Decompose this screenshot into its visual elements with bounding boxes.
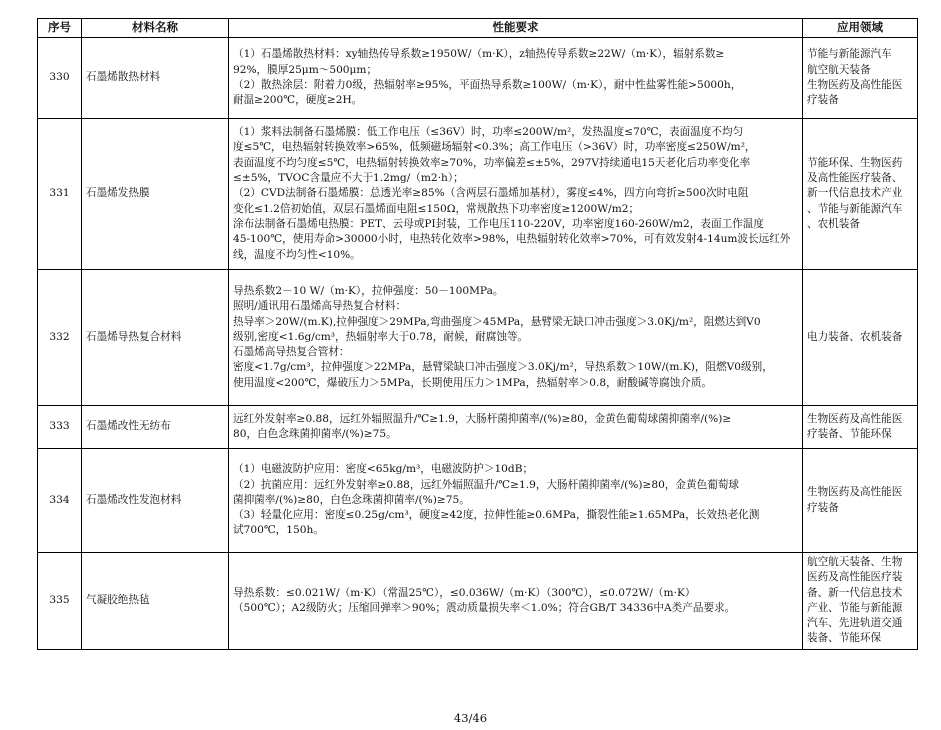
- requirement-line: （2）CVD法制备石墨烯膜：总透光率≥85%（含两层石墨烯加基材），雾度≤4%，四方向弯折≥500次时电阻: [233, 187, 749, 200]
- requirement-line: 导热系数：≤0.021W/（m·K）（常温25℃），≤0.036W/（m·K）（300℃），≤0.072W/（m·K）: [233, 586, 696, 599]
- application-field: [803, 38, 918, 119]
- requirement-line: （500℃）；A2级防火；压缩回弹率＞90%；震动质量损失率＜1.0%；符合GB/T 34336中A类产品要求。: [233, 601, 736, 614]
- table-row: [38, 406, 918, 449]
- header-application: 应用领域: [803, 19, 918, 38]
- requirement-line: （1）电磁波防护应用：密度<65kg/m³，电磁波防护＞10dB；: [233, 463, 534, 476]
- application-line: 、农机装备: [807, 217, 860, 230]
- application-line: 电力装备、农机装备: [807, 330, 903, 343]
- material-name: 石墨烯改性无纺布: [82, 406, 229, 449]
- requirement-line: 石墨烯高导热复合管材：: [233, 346, 350, 359]
- requirement-line: （2）散热涂层：附着力0级，热辐射率≥95%，平面热导系数≥100W/（m·K），耐中性盐雾性能>5000h，: [233, 79, 742, 91]
- row-number: 332: [38, 270, 82, 406]
- performance-requirements: [229, 119, 803, 270]
- application-line: 汽车、先进轨道交通: [807, 617, 903, 630]
- application-line: 疗装备: [807, 94, 839, 107]
- requirement-line: 远红外发射率≥0.88，远红外辐照温升/℃≥1.9，大肠杆菌抑菌率/(%)≥80，金黄色葡萄球菌抑菌率/(%)≥: [233, 412, 732, 425]
- requirement-line: （1）浆料法制备石墨烯膜：低工作电压（≤36V）时，功率≤200W/m²，发热温度≤70℃，表面温度不均匀: [233, 126, 744, 139]
- application-line: 医药及高性能医疗装: [807, 571, 903, 584]
- row-number: 335: [38, 553, 82, 650]
- requirement-line: 密度<1.7g/cm³，拉伸强度＞22MPa，悬臂梁缺口冲击强度＞3.0Kj/m²，导热系数＞10W/(m.K)，阻燃V0级别，: [233, 361, 773, 374]
- performance-requirements: [229, 38, 803, 119]
- requirement-line: 菌抑菌率/(%)≥80，白色念珠菌抑菌率/(%)≥75。: [233, 493, 470, 506]
- application-line: 备、新一代信息技术: [807, 586, 903, 599]
- requirement-line: 热导率＞20W/(m.K),拉伸强度＞29MPa,弯曲强度＞45MPa，悬臂梁无缺口冲击强度＞3.0Kj/m²，阻燃达到V0: [233, 315, 761, 328]
- header-material-name: 材料名称: [82, 19, 229, 38]
- table-row: [38, 553, 918, 650]
- application-field: [803, 119, 918, 270]
- application-line: 生物医药及高性能医: [807, 79, 903, 91]
- application-line: 装备、节能环保: [807, 632, 882, 645]
- row-number: 334: [38, 449, 82, 553]
- requirement-line: 耐温≥200℃，硬度≥2H。: [233, 94, 363, 107]
- application-line: 节能环保、生物医药: [807, 156, 903, 169]
- material-name: 石墨烯改性发泡材料: [82, 449, 229, 553]
- application-line: 节能与新能源汽车: [807, 48, 892, 61]
- application-line: 疗装备: [807, 501, 839, 514]
- table-row: [38, 449, 918, 553]
- materials-table: [37, 18, 918, 650]
- material-name: 石墨烯导热复合材料: [82, 270, 229, 406]
- requirement-line: （3）轻量化应用：密度≤0.25g/cm³，硬度≥42度，拉伸性能≥0.6MPa，撕裂性能≥1.65MPa，长效热老化测: [233, 509, 760, 522]
- material-name: 石墨烯散热材料: [82, 38, 229, 119]
- header-no: 序号: [38, 19, 82, 38]
- application-line: 产业、节能与新能源: [807, 601, 903, 614]
- application-line: 疗装备、节能环保: [807, 428, 892, 440]
- performance-requirements: [229, 406, 803, 449]
- material-name: 气凝胶绝热毡: [82, 553, 229, 650]
- application-line: 生物医药及高性能医: [807, 486, 903, 499]
- header-performance: 性能要求: [229, 19, 803, 38]
- requirement-line: 照明/通讯用石墨烯高导热复合材料：: [233, 300, 407, 313]
- application-field: [803, 406, 918, 449]
- row-number: 331: [38, 119, 82, 270]
- application-line: 生物医药及高性能医: [807, 412, 903, 425]
- application-line: 航空航天装备、生物: [807, 556, 903, 568]
- table-row: [38, 119, 918, 270]
- application-field: [803, 270, 918, 406]
- application-field: [803, 449, 918, 553]
- requirement-line: 使用温度<200℃，爆破压力＞5MPa，长期使用压力＞1MPa，热辐射率＞0.8，耐酸碱等腐蚀介质。: [233, 376, 713, 389]
- application-line: 新一代信息技术产业: [807, 187, 903, 200]
- performance-requirements: [229, 270, 803, 406]
- requirement-line: 导热系数2－10 W/（m·K），拉伸强度：50－100MPa。: [233, 284, 504, 297]
- requirement-line: 变化≤1.2倍初始值，双层石墨烯面电阻≤150Ω，常规散热下功率密度≥1200W/m2；: [233, 202, 640, 215]
- requirement-line: 92%，膜厚25μm～500μm；: [233, 63, 378, 76]
- application-line: 、节能与新能源汽车: [807, 202, 903, 215]
- page-number: 43/46: [453, 711, 488, 725]
- requirement-line: 试700℃，150h。: [233, 524, 324, 537]
- requirement-line: 级别,密度<1.6g/cm³，热辐射率大于0.78，耐候，耐腐蚀等。: [233, 330, 529, 343]
- application-field: [803, 553, 918, 650]
- material-name: 石墨烯发热膜: [82, 119, 229, 270]
- table-header-row: [38, 19, 918, 38]
- requirement-line: 线，温度不均匀性<10%。: [233, 248, 361, 261]
- performance-requirements: [229, 553, 803, 650]
- requirement-line: （2）抗菌应用：远红外发射率≥0.88，远红外辐照温升/℃≥1.9，大肠杆菌抑菌率/(%)≥80，金黄色葡萄球: [233, 478, 739, 491]
- row-number: 330: [38, 38, 82, 119]
- requirement-line: 80，白色念珠菌抑菌率/(%)≥75。: [233, 428, 397, 440]
- table-row: [38, 270, 918, 406]
- application-line: 航空航天装备: [807, 63, 871, 76]
- application-line: 及高性能医疗装备、: [807, 172, 903, 185]
- requirement-line: 度≤5℃，电热辐射转换效率>65%，低频磁场辐射<0.3%；高工作电压（>36V）时，功率密度≤250W/m²，: [233, 141, 756, 154]
- table-row: [38, 38, 918, 119]
- requirement-line: （1）石墨烯散热材料：xy轴热传导系数≥1950W/（m·K），z轴热传导系数≥22W/（m·K），辐射系数≥: [233, 48, 725, 61]
- requirement-line: 45-100℃，使用寿命>30000小时，电热转化效率>98%，电热辐射转化效率>70%，可有效发射4-14um波长远红外: [233, 233, 791, 246]
- requirement-line: 表面温度不均匀度≤5℃，电热辐射转换效率≥70%，功率偏差≤±5%，297V持续通电15天老化后功率变化率: [233, 156, 751, 169]
- requirement-line: ≤±5%，TVOC含量应不大于1.2mg/（m2·h）；: [233, 172, 464, 185]
- performance-requirements: [229, 449, 803, 553]
- row-number: 333: [38, 406, 82, 449]
- requirement-line: 涂布法制备石墨烯电热膜：PET、云母或PI封装，工作电压110-220V，功率密度160-260W/m2，表面工作温度: [233, 217, 764, 230]
